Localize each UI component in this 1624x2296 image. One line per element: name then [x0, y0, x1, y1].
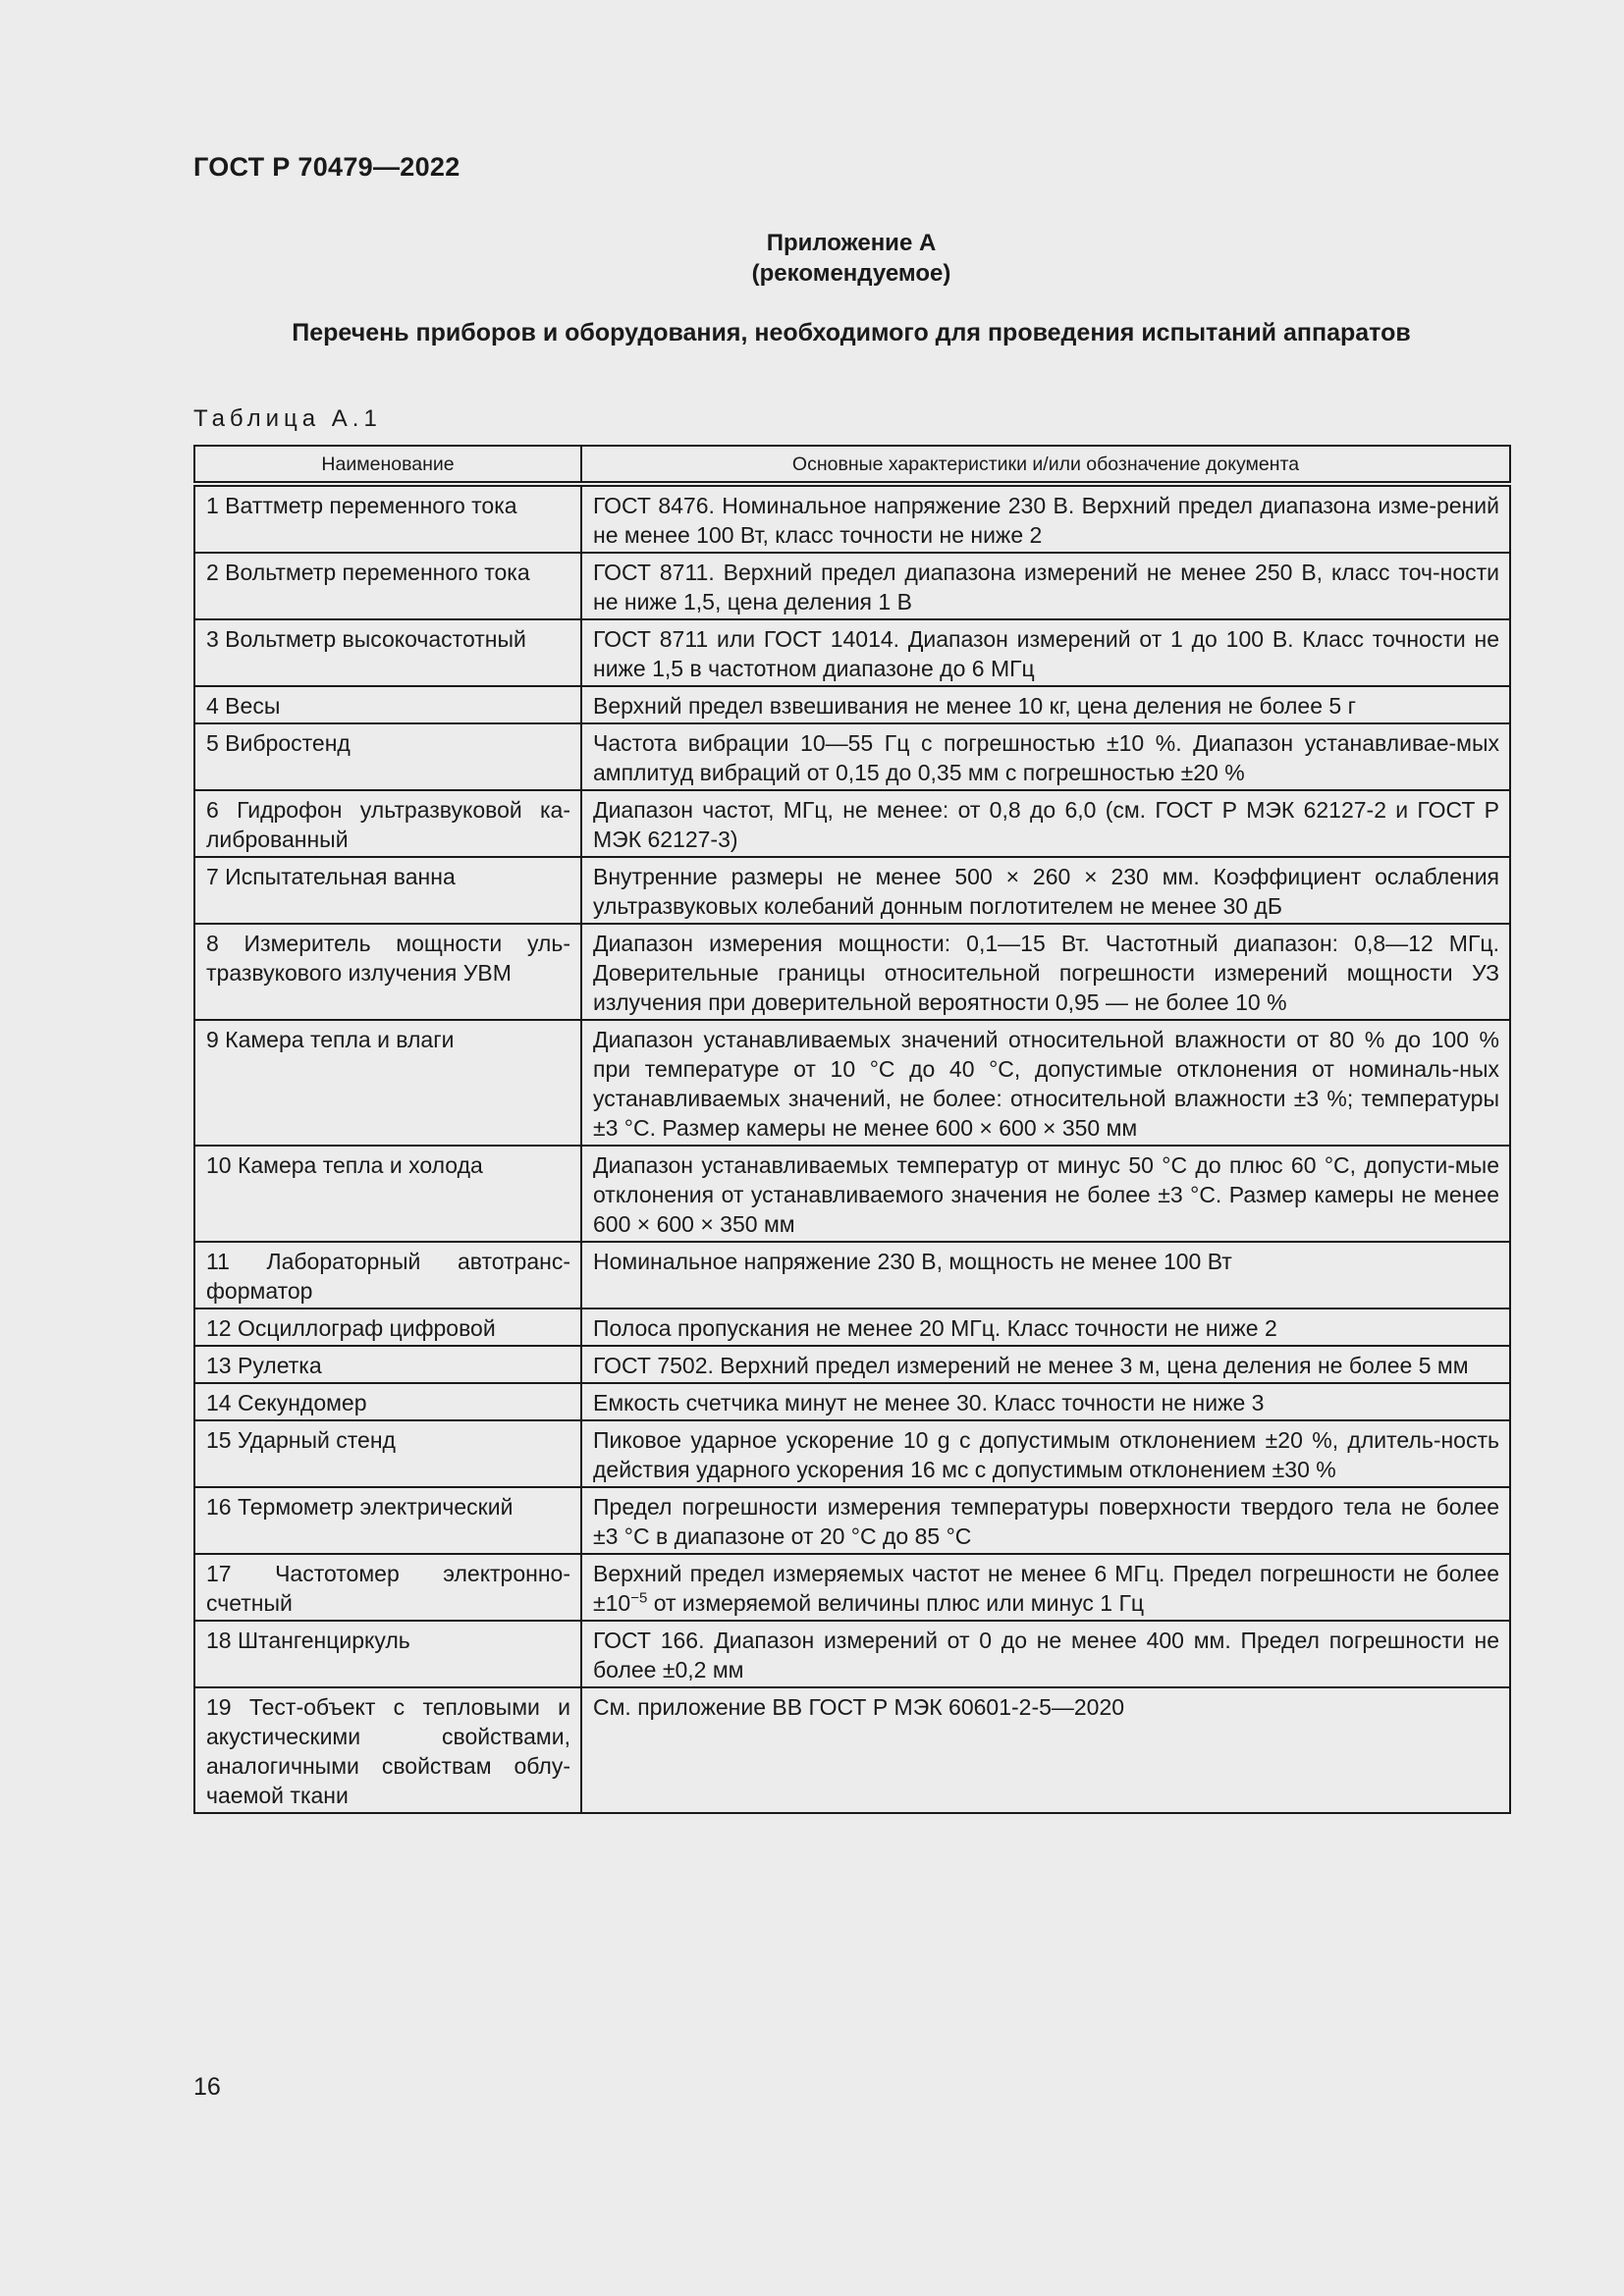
table-row — [194, 1308, 1510, 1346]
table-row — [194, 484, 1510, 553]
cell-spec: ГОСТ 8711 или ГОСТ 14014. Диапазон измерений от 1 до 100 В. Класс точности не ниже 1,5 в частотном диапазоне до 6 МГц — [581, 619, 1510, 686]
table-header-row — [194, 446, 1510, 484]
cell-name: 9 Камера тепла и влаги — [194, 1020, 581, 1146]
cell-spec: ГОСТ 8476. Номинальное напряжение 230 В. Верхний предел диапазона изме-рений не менее 100 Вт, класс точности не ниже 2 — [581, 484, 1510, 553]
appendix-status: (рекомендуемое) — [751, 260, 951, 287]
table-row — [194, 723, 1510, 790]
table-row — [194, 857, 1510, 924]
exponent: −5 — [630, 1589, 648, 1607]
cell-spec: ГОСТ 8711. Верхний предел диапазона измерений не менее 250 В, класс точ-ности не ниже 1,5, цена деления 1 В — [581, 553, 1510, 619]
equipment-table-wrapper — [193, 445, 1509, 1814]
cell-spec: Полоса пропускания не менее 20 МГц. Класс точности не ниже 2 — [581, 1308, 1510, 1346]
cell-name: 3 Вольтметр высокочастотный — [194, 619, 581, 686]
cell-spec: Частота вибрации 10—55 Гц с погрешностью ±10 %. Диапазон устанавливае-мых амплитуд вибраций от 0,15 до 0,35 мм с погрешностью ±20 % — [581, 723, 1510, 790]
equipment-table — [193, 445, 1511, 1814]
page-number: 16 — [193, 2073, 221, 2101]
cell-name: 4 Весы — [194, 686, 581, 723]
cell-name: 13 Рулетка — [194, 1346, 581, 1383]
cell-name: 5 Вибростенд — [194, 723, 581, 790]
cell-name: 15 Ударный стенд — [194, 1420, 581, 1487]
cell-spec: Диапазон устанавливаемых температур от минус 50 °С до плюс 60 °С, допусти-мые отклонения от устанавливаемого значения не более ±3 °С. Размер камеры не менее 600 × 600 × 350 мм — [581, 1146, 1510, 1242]
cell-name: 11 Лабораторный автотранс-форматор — [194, 1242, 581, 1308]
document-standard-code: ГОСТ Р 70479—2022 — [193, 152, 460, 182]
cell-name: 6 Гидрофон ультразвуковой ка-либрованный — [194, 790, 581, 857]
cell-spec: Диапазон измерения мощности: 0,1—15 Вт. Частотный диапазон: 0,8—12 МГц. Доверительные границы относительной погрешности измерений мощности УЗ излучения при доверительной вероятности 0,95 — не более 10 % — [581, 924, 1510, 1020]
cell-name: 19 Тест-объект с тепловыми и акустическими свойствами, аналогичными свойствам облу-чаемой ткани — [194, 1687, 581, 1813]
appendix-heading — [0, 228, 1624, 289]
cell-name: 16 Термометр электрический — [194, 1487, 581, 1554]
cell-name: 10 Камера тепла и холода — [194, 1146, 581, 1242]
table-row — [194, 1020, 1510, 1146]
cell-name: 17 Частотомер электронно-счетный — [194, 1554, 581, 1621]
table-row — [194, 1346, 1510, 1383]
spec-text: Верхний предел измеряемых частот не менее 6 МГц. Предел погрешности не более ±10 — [593, 1561, 1499, 1616]
table-row — [194, 686, 1510, 723]
table-row — [194, 1242, 1510, 1308]
table-row — [194, 790, 1510, 857]
table-row — [194, 1487, 1510, 1554]
cell-name: 18 Штангенциркуль — [194, 1621, 581, 1687]
table-row — [194, 924, 1510, 1020]
cell-spec: Верхний предел взвешивания не менее 10 кг, цена деления не более 5 г — [581, 686, 1510, 723]
cell-spec — [581, 1554, 1510, 1621]
table-row — [194, 619, 1510, 686]
cell-name: 12 Осциллограф цифровой — [194, 1308, 581, 1346]
cell-spec: ГОСТ 7502. Верхний предел измерений не менее 3 м, цена деления не более 5 мм — [581, 1346, 1510, 1383]
cell-name: 8 Измеритель мощности уль-тразвукового излучения УВМ — [194, 924, 581, 1020]
cell-spec: См. приложение ВВ ГОСТ Р МЭК 60601-2-5—2020 — [581, 1687, 1510, 1813]
cell-spec: Диапазон частот, МГц, не менее: от 0,8 до 6,0 (см. ГОСТ Р МЭК 62127-2 и ГОСТ Р МЭК 62127-3) — [581, 790, 1510, 857]
cell-name: 1 Ваттметр переменного тока — [194, 484, 581, 553]
column-header-spec: Основные характеристики и/или обозначение документа — [581, 446, 1510, 484]
spec-text: от измеряемой величины плюс или минус 1 Гц — [647, 1590, 1145, 1616]
cell-spec: Предел погрешности измерения температуры поверхности твердого тела не более ±3 °С в диапазоне от 20 °С до 85 °С — [581, 1487, 1510, 1554]
cell-spec: Диапазон устанавливаемых значений относительной влажности от 80 % до 100 % при температуре от 10 °С до 40 °С, допустимые отклонения от номиналь-ных устанавливаемых значений, не более: относительной влажности ±3 %; температуры ±3 °С. Размер камеры не менее 600 × 600 × 350 мм — [581, 1020, 1510, 1146]
cell-spec: Емкость счетчика минут не менее 30. Класс точности не ниже 3 — [581, 1383, 1510, 1420]
cell-name: 14 Секундомер — [194, 1383, 581, 1420]
table-row — [194, 1554, 1510, 1621]
table-row — [194, 1146, 1510, 1242]
main-title: Перечень приборов и оборудования, необходимого для проведения испытаний аппаратов — [292, 319, 1411, 347]
cell-name: 2 Вольтметр переменного тока — [194, 553, 581, 619]
table-row — [194, 1687, 1510, 1813]
table-row — [194, 1621, 1510, 1687]
cell-spec: Внутренние размеры не менее 500 × 260 × 230 мм. Коэффициент ослабления ультразвуковых колебаний донным поглотителем не менее 30 дБ — [581, 857, 1510, 924]
cell-spec: Номинальное напряжение 230 В, мощность не менее 100 Вт — [581, 1242, 1510, 1308]
cell-name: 7 Испытательная ванна — [194, 857, 581, 924]
cell-spec: Пиковое ударное ускорение 10 g с допустимым отклонением ±20 %, длитель-ность действия ударного ускорения 16 мс с допустимым отклонением ±30 % — [581, 1420, 1510, 1487]
table-row — [194, 553, 1510, 619]
table-row — [194, 1383, 1510, 1420]
table-row — [194, 1420, 1510, 1487]
table-caption: Таблица А.1 — [193, 405, 382, 432]
cell-spec: ГОСТ 166. Диапазон измерений от 0 до не менее 400 мм. Предел погрешности не более ±0,2 мм — [581, 1621, 1510, 1687]
appendix-title: Приложение А — [766, 230, 937, 256]
column-header-name: Наименование — [194, 446, 581, 484]
